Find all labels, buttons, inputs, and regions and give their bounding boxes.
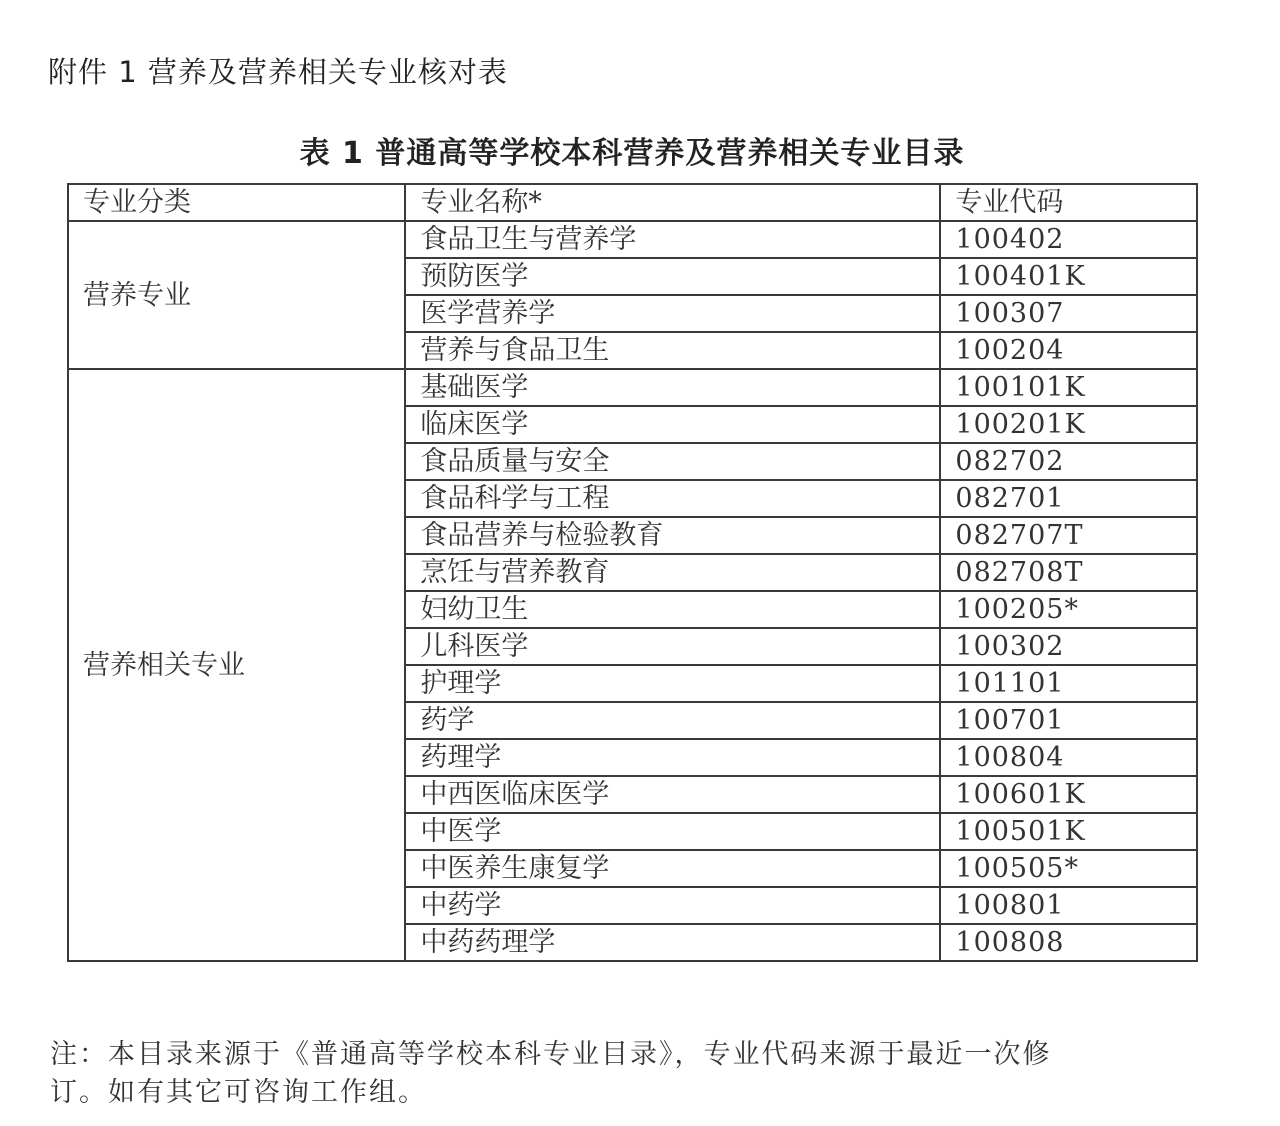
major-name-cell: 预防医学 [405,258,940,295]
footnote-line-1: 注：本目录来源于《普通高等学校本科专业目录》，专业代码来源于最近一次修 [50,1039,1052,1070]
major-code-cell: 100505* [940,850,1197,887]
table-row [68,221,1197,258]
major-code-cell: 100307 [940,295,1197,332]
category-cell: 营养相关专业 [68,369,405,961]
major-code-cell: 082708T [940,554,1197,591]
major-name-cell: 基础医学 [405,369,940,406]
major-name-cell: 儿科医学 [405,628,940,665]
major-name-cell: 食品质量与安全 [405,443,940,480]
major-code-cell: 082707T [940,517,1197,554]
major-code-cell: 100701 [940,702,1197,739]
category-cell: 营养专业 [68,221,405,369]
major-code-cell: 100501K [940,813,1197,850]
major-code-cell: 101101 [940,665,1197,702]
table-header-row [68,184,1197,221]
major-name-cell: 烹饪与营养教育 [405,554,940,591]
major-name-cell: 医学营养学 [405,295,940,332]
major-code-cell: 100808 [940,924,1197,961]
table-row [68,369,1197,406]
major-code-cell: 082701 [940,480,1197,517]
major-name-cell: 食品营养与检验教育 [405,517,940,554]
major-name-cell: 中医学 [405,813,940,850]
major-name-cell: 食品科学与工程 [405,480,940,517]
major-name-cell: 药学 [405,702,940,739]
major-code-cell: 100601K [940,776,1197,813]
major-code-cell: 100201K [940,406,1197,443]
major-name-cell: 中医养生康复学 [405,850,940,887]
major-name-cell: 中西医临床医学 [405,776,940,813]
major-code-cell: 100204 [940,332,1197,369]
header-major-code: 专业代码 [940,184,1197,221]
footnote-line-2: 订。如有其它可咨询工作组。 [50,1077,427,1108]
major-code-cell: 082702 [940,443,1197,480]
header-category: 专业分类 [68,184,405,221]
major-code-cell: 100401K [940,258,1197,295]
major-name-cell: 食品卫生与营养学 [405,221,940,258]
major-name-cell: 营养与食品卫生 [405,332,940,369]
major-code-cell: 100101K [940,369,1197,406]
major-name-cell: 中药药理学 [405,924,940,961]
header-major-name: 专业名称* [405,184,940,221]
major-code-cell: 100205* [940,591,1197,628]
major-name-cell: 妇幼卫生 [405,591,940,628]
major-name-cell: 护理学 [405,665,940,702]
major-code-cell: 100801 [940,887,1197,924]
major-code-cell: 100402 [940,221,1197,258]
major-name-cell: 临床医学 [405,406,940,443]
major-name-cell: 药理学 [405,739,940,776]
major-name-cell: 中药学 [405,887,940,924]
major-code-cell: 100302 [940,628,1197,665]
major-code-cell: 100804 [940,739,1197,776]
table-title: 表 1 普通高等学校本科营养及营养相关专业目录 [299,136,965,171]
footnote [50,1036,1240,1112]
major-catalog-table [67,183,1198,962]
document-heading: 附件 1 营养及营养相关专业核对表 [48,55,508,89]
